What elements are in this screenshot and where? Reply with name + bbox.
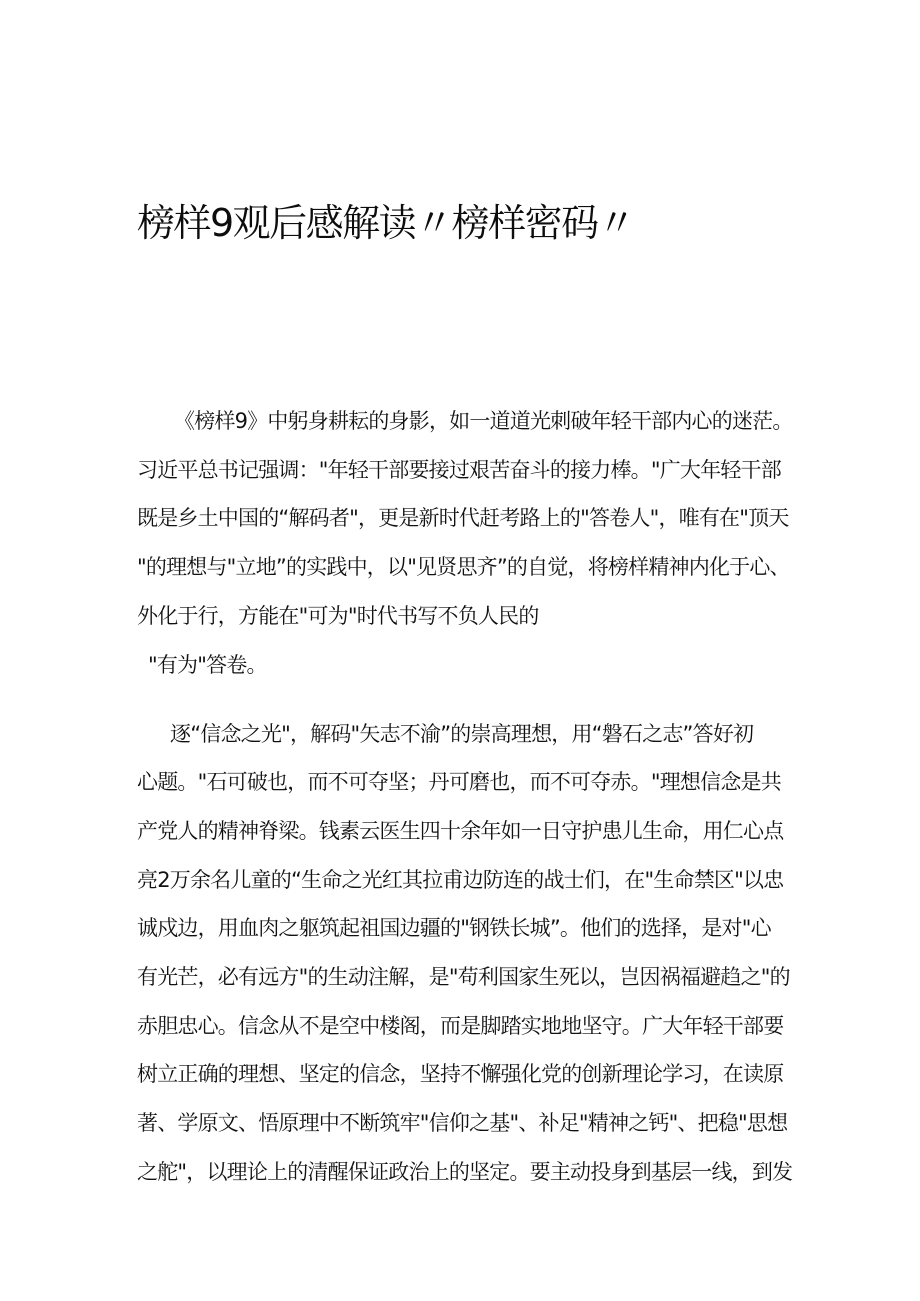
paragraph-2-line-7: 赤胆忠心。信念从不是空中楼阁，而是脚踏实地地坚守。广大年轻干部要 [137,1014,784,1038]
paragraph-2-line-4: 亮2万余名儿童的“生命之光红其拉甫边防连的战士们，在"生命禁区"以忠 [137,868,784,892]
paragraph-2-line-2: 心题。"石可破也，而不可夺坚；丹可磨也，而不可夺赤。"理想信念是共 [137,770,781,794]
paragraph-1-line-2: 习近平总书记强调："年轻干部要接过艰苦奋斗的接力棒。"广大年轻干部 [137,458,781,482]
paragraph-2-line-5: 诚戍边，用血肉之躯筑起祖国边疆的"钢铁长城”。他们的选择，是对"心 [137,916,771,940]
paragraph-1-line-3: 既是乡土中国的“解码者"，更是新时代赶考路上的"答卷人"，唯有在"顶天 [137,506,789,530]
paragraph-2-line-3: 产党人的精神脊梁。钱素云医生四十余年如一日守护患儿生命，用仁心点 [137,819,784,843]
paragraph-1-line-5: 外化于行，方能在"可为"时代书写不负人民的 [137,604,539,628]
paragraph-1-line-4: "的理想与"立地”的实践中，以"见贤思齐”的自觉，将榜样精神内化于心、 [137,555,790,579]
paragraph-2-line-1: 逐“信念之光"，解码"矢志不渝”的崇高理想，用“磐石之志”答好初 [170,722,754,746]
paragraph-2-line-9: 著、学原文、悟原理中不断筑牢"信仰之基"、补足"精神之钙"、把稳"思想 [137,1111,788,1135]
paragraph-2-line-10: 之舵"，以理论上的清醒保证政治上的坚定。要主动投身到基层一线，到发 [137,1160,793,1184]
paragraph-1-line-6: "有为"答卷。 [148,653,267,677]
document-title: 榜样9观后感解读〃榜样密码〃 [137,201,635,246]
paragraph-2-line-6: 有光芒，必有远方"的生动注解，是"苟利国家生死以，岂因祸福避趋之"的 [137,965,790,989]
paragraph-1-line-1: 《榜样9》中躬身耕耘的身影，如一道道光刺破年轻干部内心的迷茫。 [174,409,793,433]
paragraph-2-line-8: 树立正确的理想、坚定的信念，坚持不懈强化党的创新理论学习，在读原 [137,1062,784,1086]
